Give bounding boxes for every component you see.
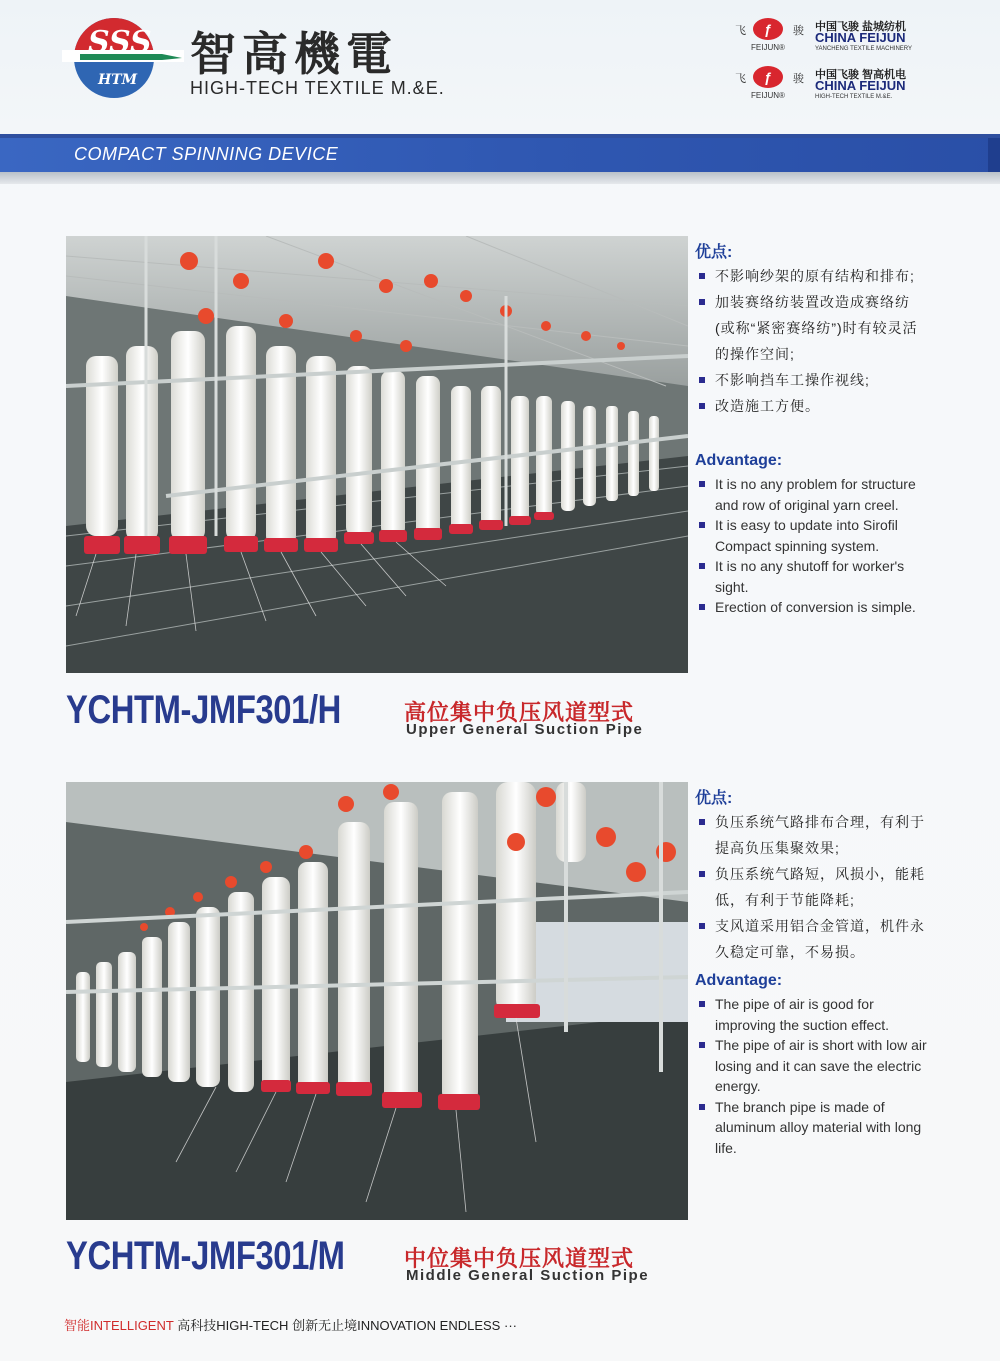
band-shadow bbox=[0, 172, 1000, 184]
list-item-text: It is no any shutoff for worker's sight. bbox=[715, 558, 905, 595]
feijun-badge-hightech bbox=[735, 66, 935, 106]
bullet-icon bbox=[699, 273, 705, 279]
list-item bbox=[695, 289, 930, 367]
slogan-part: 智能 bbox=[64, 1318, 91, 1333]
list-item bbox=[695, 367, 930, 393]
bullet-icon bbox=[699, 923, 705, 929]
slogan-part: 高科技 bbox=[177, 1318, 217, 1333]
partner-cn: 中国飞骏 盐城纺机 bbox=[815, 21, 907, 33]
list-item bbox=[695, 597, 930, 618]
advantages-en-1 bbox=[695, 452, 930, 618]
htm-logo bbox=[58, 12, 188, 102]
list-item-text: The pipe of air is short with low air losing and it can save the electric energy. bbox=[715, 1037, 927, 1094]
list-item bbox=[695, 1097, 930, 1159]
bullet-icon bbox=[699, 1104, 705, 1110]
model-code-upper: YCHTM-JMF301/H bbox=[66, 688, 341, 732]
advantages-en-2 bbox=[695, 972, 930, 1158]
slogan-part: INTELLIGENT bbox=[90, 1318, 174, 1333]
bullet-icon bbox=[699, 403, 705, 409]
feijun-logo-icon: ƒ bbox=[753, 66, 783, 88]
feijun-logo-icon: ƒ bbox=[753, 18, 783, 40]
svg-text:SSS: SSS bbox=[88, 25, 152, 60]
slogan-part: INNOVATION ENDLESS bbox=[357, 1318, 501, 1333]
list-item bbox=[695, 474, 930, 515]
slogan-part: 创新无止境 bbox=[292, 1318, 358, 1333]
advantages-cn-title: 优点: bbox=[695, 244, 733, 261]
bullet-icon bbox=[699, 819, 705, 825]
advantages-cn-1 bbox=[695, 239, 930, 419]
fei-char: 飞 bbox=[735, 25, 746, 37]
list-item bbox=[695, 994, 930, 1035]
list-item bbox=[695, 913, 930, 965]
partner-cn: 中国飞骏 智高机电 bbox=[815, 69, 907, 81]
list-item bbox=[695, 393, 930, 419]
bullet-icon bbox=[699, 604, 705, 610]
bullet-icon bbox=[699, 1042, 705, 1048]
slogan-dots: ··· bbox=[503, 1318, 517, 1333]
jun-char: 骏 bbox=[793, 73, 804, 85]
slogan-part: HIGH-TECH bbox=[216, 1318, 289, 1333]
model-name-en-middle: Middle General Suction Pipe bbox=[406, 1267, 650, 1284]
list-item-text: 改造施工方便。 bbox=[715, 398, 820, 414]
feijun-mark: FEIJUN® bbox=[751, 91, 785, 100]
model-name-cn-upper: 高位集中负压风道型式 bbox=[404, 701, 635, 726]
section-band-title: COMPACT SPINNING DEVICE bbox=[74, 144, 339, 164]
list-item bbox=[695, 515, 930, 556]
list-item-text: 支风道采用铝合金管道，机件永久稳定可靠，不易损。 bbox=[715, 918, 925, 960]
list-item-text: 负压系统气路排布合理，有利于提高负压集聚效果; bbox=[715, 814, 925, 856]
brand-name-en: HIGH-TECH TEXTILE M.&E. bbox=[190, 78, 445, 98]
footer-slogan bbox=[64, 1315, 517, 1334]
list-item-text: The branch pipe is made of aluminum alloy material with long life. bbox=[715, 1098, 922, 1156]
bullet-icon bbox=[699, 871, 705, 877]
bullet-icon bbox=[699, 522, 705, 528]
list-item-text: 不影响纱架的原有结构和排布; bbox=[715, 268, 915, 284]
list-item-text: It is no any problem for structure and row of original yarn creel. bbox=[715, 476, 916, 513]
fei-char: 飞 bbox=[735, 73, 746, 85]
list-item-text: Erection of conversion is simple. bbox=[715, 599, 916, 615]
bullet-icon bbox=[699, 299, 705, 305]
list-item-text: It is easy to update into Sirofil Compact spinning system. bbox=[715, 517, 898, 554]
list-item bbox=[695, 809, 930, 861]
spinning-machine-photo-upper bbox=[66, 236, 688, 673]
list-item-text: 加装赛络纺装置改造成赛络纺(或称“紧密赛络纺”)时有较灵活的操作空间; bbox=[715, 294, 918, 362]
band-right-edge bbox=[988, 138, 1000, 172]
list-item-text: 负压系统气路短，风损小，能耗低，有利于节能降耗; bbox=[715, 866, 925, 908]
advantages-en-title: Advantage: bbox=[695, 452, 783, 469]
list-item bbox=[695, 263, 930, 289]
bullet-icon bbox=[699, 377, 705, 383]
bullet-icon bbox=[699, 563, 705, 569]
list-item bbox=[695, 1035, 930, 1097]
partner-sub: YANCHENG TEXTILE MACHINERY bbox=[815, 46, 913, 52]
advantages-cn-title: 优点: bbox=[695, 790, 733, 807]
list-item bbox=[695, 861, 930, 913]
bullet-icon bbox=[699, 1001, 705, 1007]
brand-name-cn: 智高機電 bbox=[190, 27, 398, 81]
partner-en: CHINA FEIJUN bbox=[815, 30, 906, 45]
list-item-text: 不影响挡车工操作视线; bbox=[715, 372, 870, 388]
bullet-icon bbox=[699, 481, 705, 487]
list-item-text: The pipe of air is good for improving the suction effect. bbox=[715, 996, 890, 1033]
advantages-cn-2 bbox=[695, 785, 930, 965]
model-name-cn-middle: 中位集中负压风道型式 bbox=[404, 1247, 635, 1272]
partner-sub: HIGH-TECH TEXTILE M.&E. bbox=[815, 94, 893, 100]
spinning-machine-photo-middle bbox=[66, 782, 688, 1220]
model-name-en-upper: Upper General Suction Pipe bbox=[406, 721, 644, 738]
advantages-en-title: Advantage: bbox=[695, 972, 783, 989]
model-code-middle: YCHTM-JMF301/M bbox=[66, 1234, 345, 1278]
list-item bbox=[695, 556, 930, 597]
partner-en: CHINA FEIJUN bbox=[815, 78, 906, 93]
feijun-badge-yancheng bbox=[735, 18, 935, 58]
svg-text:HTM: HTM bbox=[98, 72, 138, 88]
feijun-mark: FEIJUN® bbox=[751, 43, 785, 52]
jun-char: 骏 bbox=[793, 25, 804, 37]
